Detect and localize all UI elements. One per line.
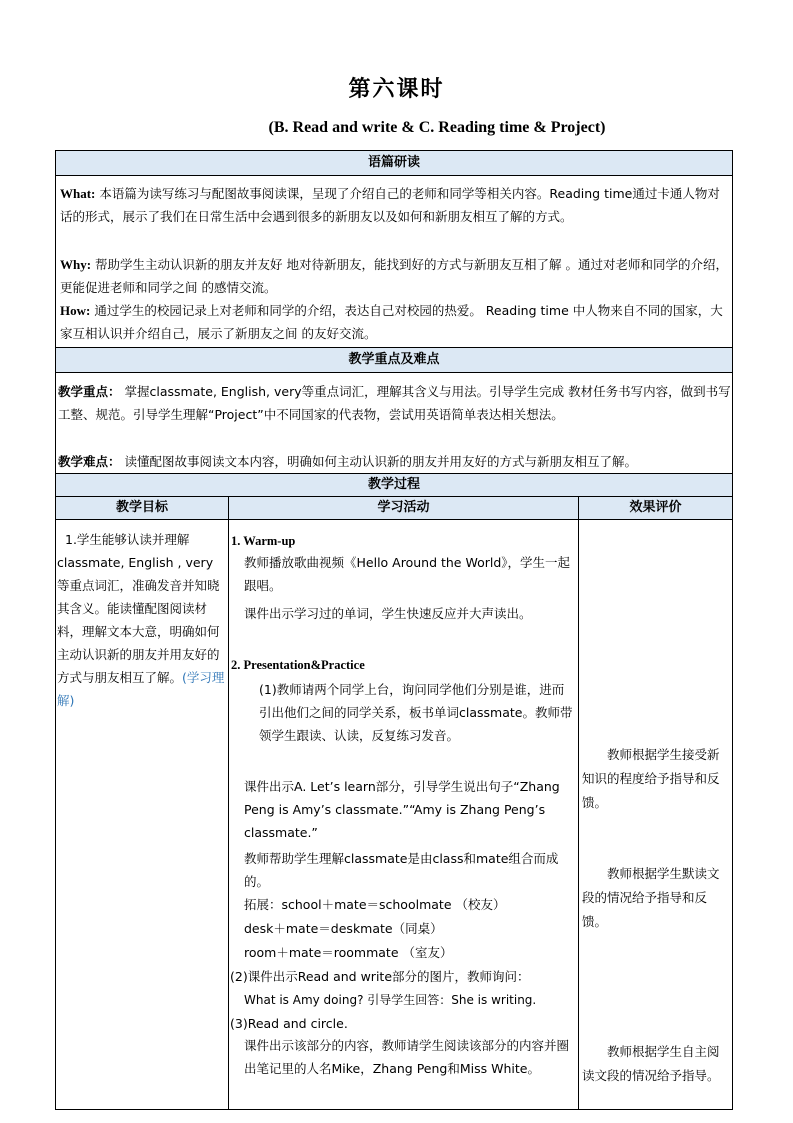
activity-item: 课件出示A. Let’s learn部分，引导学生说出句子“Zhang Peng is Amy’s classmate.”“Amy is Zhang Peng’s classmate.” [244,779,560,840]
activity-step1: 1. Warm-up [231,534,296,548]
evaluation-item: 教师根据学生接受新知识的程度给予指导和反馈。 [582,747,720,810]
how-text: 通过学生的校园记录上对老师和同学的介绍，表达自己对校园的热爱。 Reading time 中人物来自不同的国家，大家互相认识并介绍自己，展示了新朋友之间 的友好交流。 [60,303,723,341]
column-divider [578,497,579,1110]
activity-item: What is Amy doing? 引导学生回答：She is writing. [244,993,537,1007]
activity-item: (2)课件出示Read and write部分的图片，教师询问： [230,969,530,984]
divider [55,519,733,520]
activity-item: 教师帮助学生理解classmate是由class和mate组合而成的。 [244,851,559,889]
process-header: 教学过程 [56,474,732,496]
evaluation-item: 教师根据学生默读文段的情况给予指导和反馈。 [582,866,720,929]
what-label: What: [60,186,96,201]
activity-step2: 2. Presentation&Practice [231,658,365,672]
difficult-points-paragraph [58,450,732,473]
activity-item: 课件出示该部分的内容，教师请学生阅读该部分的内容并圈出笔记里的人名Mike，Zhang Peng和Miss White。 [244,1038,570,1076]
activity-item: 课件出示学习过的单词，学生快速反应并大声读出。 [244,606,532,621]
difficult-points-text: 读懂配图故事阅读文本内容，明确如何主动认识新的朋友并用友好的方式与新朋友相互了解。 [124,454,638,469]
activity-item: 教师播放歌曲视频《Hello Around the World》，学生一起跟唱。 [244,555,571,593]
why-paragraph [60,253,732,299]
divider [55,175,733,176]
activity-item: (3)Read and circle. [230,1016,348,1031]
divider [55,372,733,373]
key-points-label: 教学重点： [58,384,121,399]
activity-item: 拓展：school＋mate＝schoolmate （校友） [244,897,506,912]
goal-tag: (学习理解) [57,670,225,708]
focus-header: 教学重点及难点 [56,348,732,372]
page-title: 第六课时 [348,77,445,102]
why-label: Why: [60,257,92,272]
column-header-goal: 教学目标 [56,497,228,519]
what-text: 本语篇为读写练习与配图故事阅读课，呈现了介绍自己的老师和同学等相关内容。Reading time通过卡通人物对话的形式，展示了我们在日常生活中会遇到很多的新朋友以及如何和新朋友相互了解的方式。 [60,186,720,224]
what-paragraph [60,182,732,228]
why-text: 帮助学生主动认识新的朋友并友好 地对待新朋友，能找到好的方式与新朋友互相了解 。通过对老师和同学的介绍，更能促进老师和同学之间 的感情交流。 [60,257,728,295]
column-divider [228,497,229,1110]
key-points-text: 掌握classmate, English, very等重点词汇，理解其含义与用法。引导学生完成 教材任务书写内容，做到书写工整、规范。引导学生理解“Project”中不同国家的代表物，尝试用英语简单表达相关想法。 [58,384,731,422]
analysis-header: 语篇研读 [56,151,732,175]
evaluation-item: 教师根据学生自主阅读文段的情况给予指导。 [582,1044,720,1083]
column-header-eval: 效果评价 [579,497,732,519]
difficult-points-label: 教学难点： [58,454,121,469]
activity-item: room＋mate＝roommate （室友） [244,945,453,960]
goal-cell [57,528,225,712]
how-paragraph [60,299,732,345]
column-header-activity: 学习活动 [229,497,578,519]
activity-item: desk＋mate＝deskmate（同桌） [244,921,443,936]
how-label: How: [60,303,91,318]
page-subtitle: (B. Read and write & C. Reading time & Project) [268,119,606,136]
key-points-paragraph [58,380,732,426]
goal-text: 1.学生能够认读并理解classmate, English , very等重点词汇，准确发音并知晓其含义。能读懂配图阅读材料，理解文本大意，明确如何主动认识新的朋友并用友好的方式与朋友相互了解。 [57,532,220,685]
activity-item: (1)教师请两个同学上台，询问同学他们分别是谁，进而引出他们之间的同学关系，板书单词classmate。教师带领学生跟读、认读，反复练习发音。 [259,682,573,743]
